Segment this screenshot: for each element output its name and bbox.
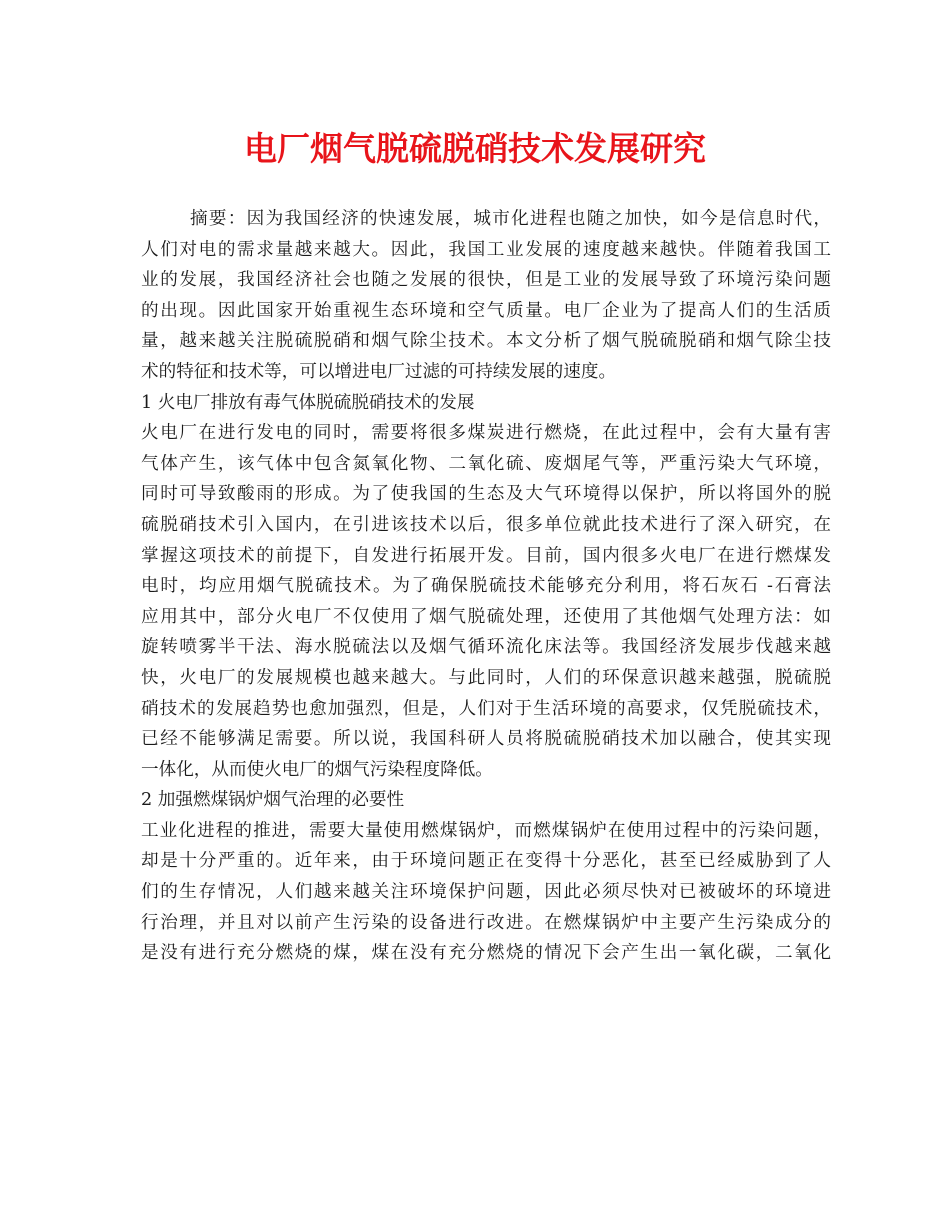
text-line: 量，越来越关注脱硫脱硝和烟气除尘技术。本文分析了烟气脱硫脱硝和烟气除尘技 (141, 331, 831, 352)
text-line: 一体化，从而使火电厂的烟气污染程度降低。 (141, 759, 493, 780)
document-body (141, 204, 831, 969)
text-line: 行治理，并且对以前产生污染的设备进行改进。在燃煤锅炉中主要产生污染成分的 (141, 912, 831, 933)
text-line: 气体产生，该气体中包含氮氧化物、二氧化硫、废烟尾气等，严重污染大气环境， (141, 453, 831, 474)
text-line: 快，火电厂的发展规模也越来越大。与此同时，人们的环保意识越来越强，脱硫脱 (141, 667, 831, 688)
text-line: 业的发展，我国经济社会也随之发展的很快，但是工业的发展导致了环境污染问题 (141, 270, 831, 291)
text-line: 摘要：因为我国经济的快速发展，城市化进程也随之加快，如今是信息时代， (190, 209, 831, 229)
text-line: 已经不能够满足需要。所以说，我国科研人员将脱硫脱硝技术加以融合，使其实现 (141, 729, 831, 750)
text-line: 同时可导致酸雨的形成。为了使我国的生态及大气环境得以保护，所以将国外的脱 (141, 484, 831, 505)
text-line: 1 火电厂排放有毒气体脱硫脱硝技术的发展 (141, 392, 475, 413)
text-line: 工业化进程的推进，需要大量使用燃煤锅炉，而燃煤锅炉在使用过程中的污染问题， (141, 820, 831, 841)
text-line: 硫脱硝技术引入国内，在引进该技术以后，很多单位就此技术进行了深入研究，在 (141, 514, 831, 535)
text-line: 旋转喷雾半干法、海水脱硫法以及烟气循环流化床法等。我国经济发展步伐越来越 (141, 637, 831, 658)
text-line: 术的特征和技术等，可以增进电厂过滤的可持续发展的速度。 (141, 361, 617, 382)
text-line: 2 加强燃煤锅炉烟气治理的必要性 (141, 790, 405, 811)
document-title: 电厂烟气脱硫脱硝技术发展研究 (244, 129, 706, 168)
text-line: 是没有进行充分燃烧的煤，煤在没有充分燃烧的情况下会产生出一氧化碳，二氧化 (141, 943, 831, 964)
text-line: 们的生存情况，人们越来越关注环境保护问题，因此必须尽快对已被破坏的环境进 (141, 882, 831, 903)
text-line: 应用其中，部分火电厂不仅使用了烟气脱硫处理，还使用了其他烟气处理方法：如 (141, 606, 831, 627)
text-line: 人们对电的需求量越来越大。因此，我国工业发展的速度越来越快。伴随着我国工 (141, 239, 831, 260)
text-line: 电时，均应用烟气脱硫技术。为了确保脱硫技术能够充分利用，将石灰石 -石膏法 (141, 576, 831, 597)
text-line: 掌握这项技术的前提下，自发进行拓展开发。目前，国内很多火电厂在进行燃煤发 (141, 545, 831, 566)
text-line: 的出现。因此国家开始重视生态环境和空气质量。电厂企业为了提高人们的生活质 (141, 300, 831, 321)
text-line: 火电厂在进行发电的同时，需要将很多煤炭进行燃烧，在此过程中，会有大量有害 (141, 423, 831, 444)
text-line: 硝技术的发展趋势也愈加强烈，但是，人们对于生活环境的高要求，仅凭脱硫技术， (141, 698, 831, 719)
text-line: 却是十分严重的。近年来，由于环境问题正在变得十分恶化，甚至已经威胁到了人 (141, 851, 831, 872)
